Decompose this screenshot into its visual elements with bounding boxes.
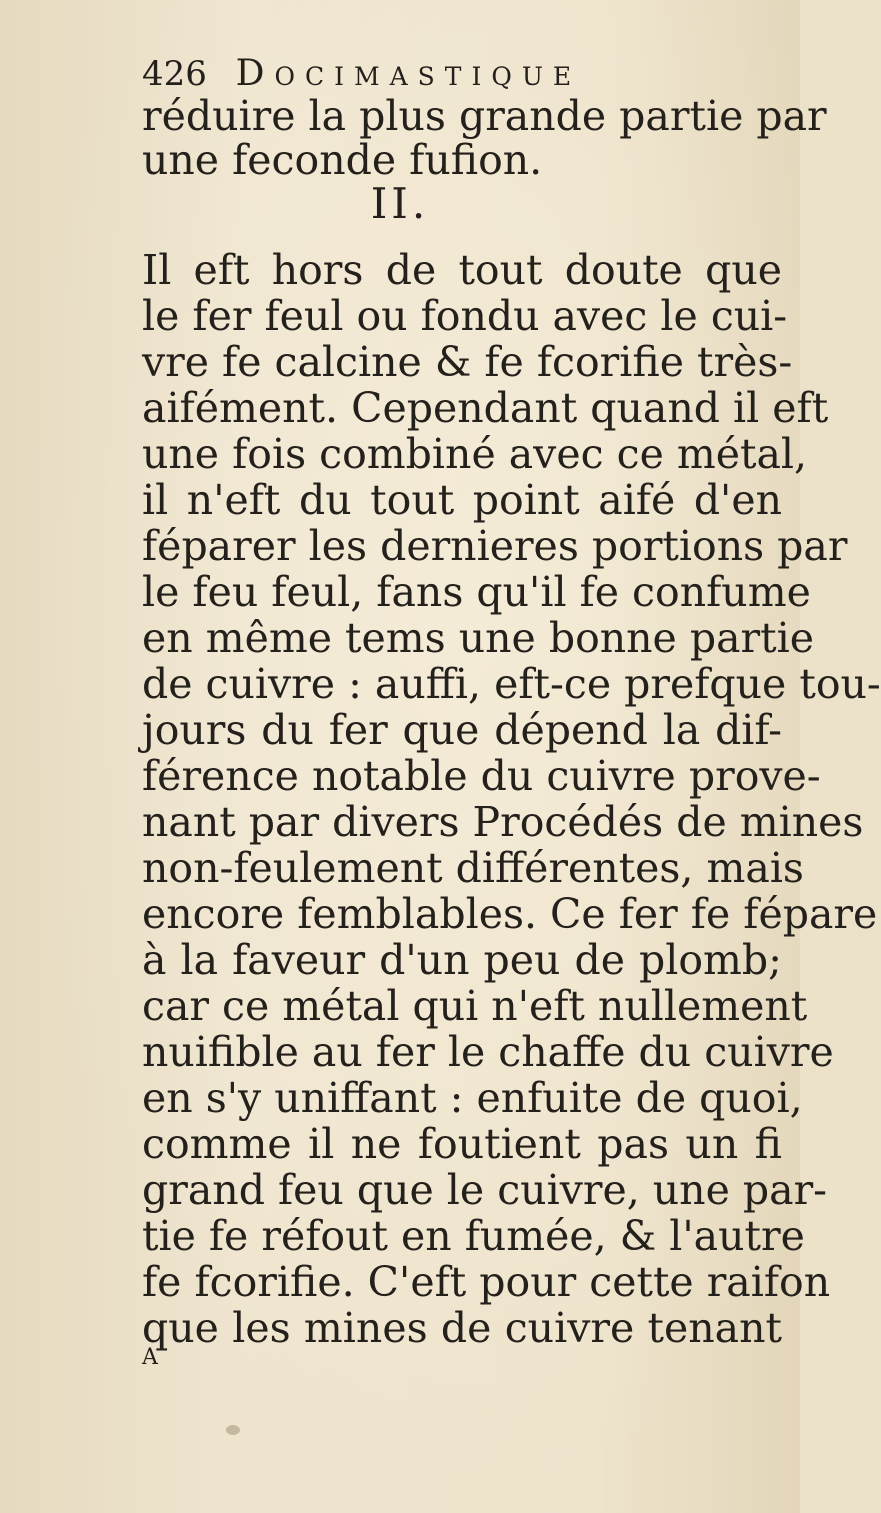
text-line: en même tems une bonne partie	[142, 614, 814, 662]
text-line: aifément. Cependant quand il eft	[142, 384, 829, 432]
text-line: que les mines de cuivre tenant	[142, 1304, 782, 1352]
page-number: 426	[142, 54, 207, 94]
text-line: vre fe calcine & fe fcorifie très-	[142, 338, 793, 386]
text-line: le fer feul ou fondu avec le cui-	[142, 292, 788, 340]
section-number: II.	[370, 179, 430, 228]
text-line: férence notable du cuivre prove-	[142, 752, 821, 800]
text-line: fe fcorifie. C'eft pour cette raifon	[142, 1258, 831, 1306]
text-line: féparer les dernieres portions par	[142, 522, 848, 570]
text-line: le feu feul, fans qu'il fe confume	[142, 568, 811, 616]
text-line: comme il ne foutient pas un fi	[142, 1120, 782, 1168]
text-line: car ce métal qui n'eft nullement	[142, 982, 808, 1030]
signature-mark: A	[142, 1345, 158, 1370]
running-title: Docimastique	[235, 53, 582, 94]
text-line: grand feu que le cuivre, une par-	[142, 1166, 828, 1214]
text-line: non-feulement différentes, mais	[142, 844, 804, 892]
text-line: encore femblables. Ce fer fe fépare	[142, 890, 878, 938]
page-header	[142, 48, 581, 98]
text-line: une fois combiné avec ce métal,	[142, 430, 808, 478]
text-line: nant par divers Procédés de mines	[142, 798, 864, 846]
text-line: réduire la plus grande partie par	[142, 92, 827, 140]
text-line: jours du fer que dépend la dif-	[142, 706, 782, 754]
text-line: de cuivre : auffi, eft-ce prefque tou-	[142, 660, 881, 708]
text-line: en s'y uniffant : enfuite de quoi,	[142, 1074, 803, 1122]
text-line: Il eft hors de tout doute que	[142, 246, 782, 294]
text-line: il n'eft du tout point aifé d'en	[142, 476, 782, 524]
text-line: une feconde fufion.	[142, 136, 543, 184]
ink-spot	[226, 1425, 240, 1435]
text-line: nuifible au fer le chaffe du cuivre	[142, 1028, 834, 1076]
text-line: tie fe réfout en fumée, & l'autre	[142, 1212, 805, 1260]
text-line: à la faveur d'un peu de plomb;	[142, 936, 782, 984]
